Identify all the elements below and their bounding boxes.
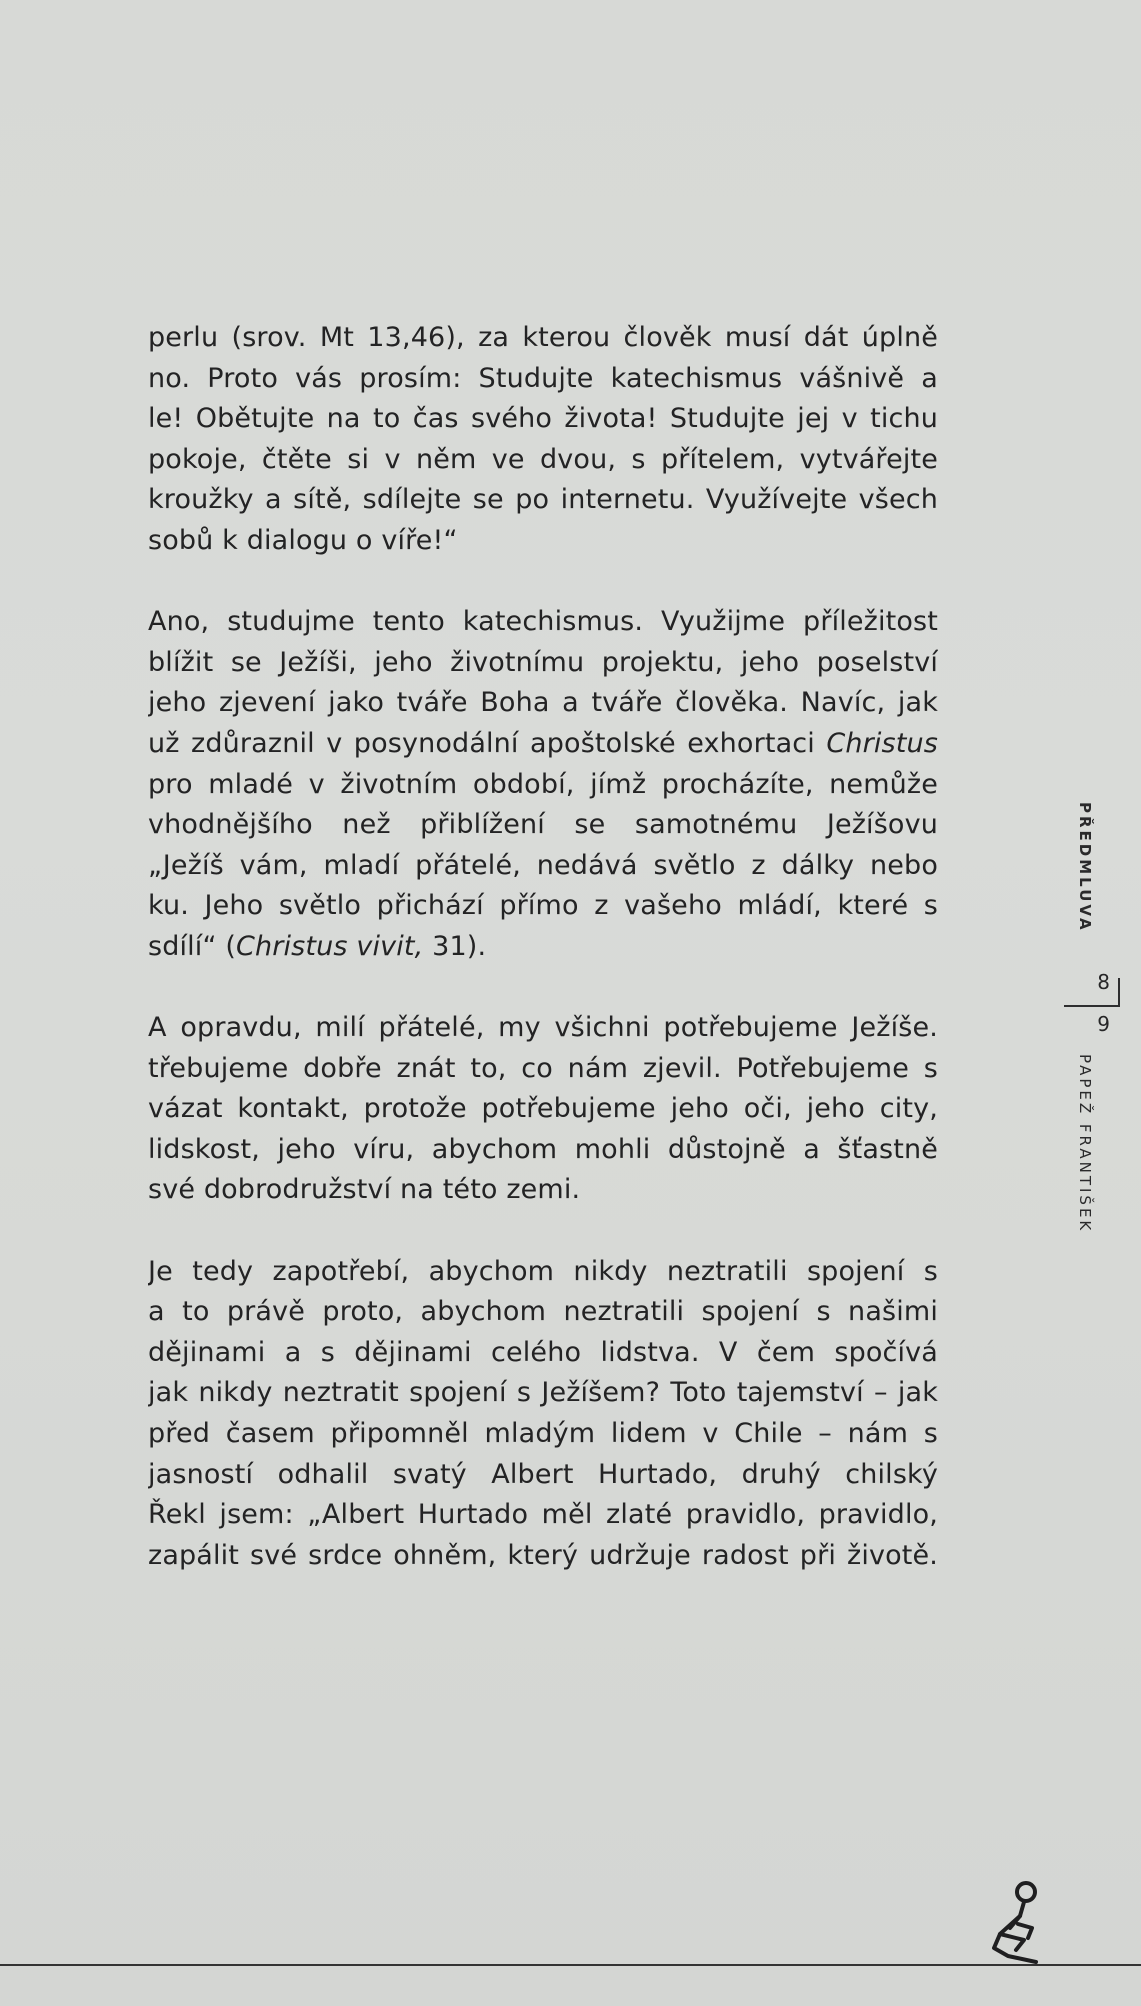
text-line: a to právě proto, abychom neztratili spojení s našimi xyxy=(148,1296,938,1328)
text-line: Řekl jsem: „Albert Hurtado měl zlaté pravidlo, pravidlo, xyxy=(148,1499,938,1531)
text-line: Ano, studujme tento katechismus. Využijme příležitost xyxy=(148,606,938,638)
paragraph-1 xyxy=(148,318,938,562)
bottom-line xyxy=(0,1964,1141,1966)
paragraph-4 xyxy=(148,1252,938,1577)
text-segment: sdílí“ ( xyxy=(148,930,237,962)
text-line: pro mladé v životním období, jímž procházíte, nemůže xyxy=(148,768,938,800)
chapter-title: PŘEDMLUVA xyxy=(1076,802,1094,933)
page-number-right: 9 xyxy=(1097,1012,1110,1036)
italic-title: Christus xyxy=(826,727,938,759)
text-line: dějinami a s dějinami celého lidstva. V čem spočívá xyxy=(148,1336,938,1368)
text-line: kroužky a sítě, sdílejte se po internetu. Využívejte všech xyxy=(148,484,938,516)
author-name: PAPEŽ FRANTIŠEK xyxy=(1076,1054,1094,1234)
text-line: sobů k dialogu o víře!“ xyxy=(148,524,458,556)
text-line: pokoje, čtěte si v něm ve dvou, s přítelem, vytvářejte xyxy=(148,443,938,475)
text-line: vhodnějšího než přiblížení se samotnému Ježíšovu xyxy=(148,809,938,841)
text-line: jeho zjevení jako tváře Boha a tváře člověka. Navíc, jak xyxy=(148,687,938,719)
text-line: blížit se Ježíši, jeho životnímu projektu, jeho poselství xyxy=(148,646,938,678)
text-line-with-italic xyxy=(148,927,938,968)
page-number-divider-horizontal xyxy=(1064,1005,1120,1007)
body-text xyxy=(148,318,938,1617)
page-number-divider-vertical xyxy=(1118,978,1120,1006)
sitting-figure-icon xyxy=(980,1878,1050,1968)
text-segment: už zdůraznil v posynodální apoštolské exhortaci xyxy=(148,727,827,759)
text-line: no. Proto vás prosím: Studujte katechismus vášnivě a xyxy=(148,362,938,394)
text-line: perlu (srov. Mt 13,46), za kterou člověk musí dát úplně xyxy=(148,322,938,353)
text-line: lidskost, jeho víru, abychom mohli důstojně a šťastně xyxy=(148,1133,938,1165)
text-line: vázat kontakt, protože potřebujeme jeho oči, jeho city, xyxy=(148,1093,938,1125)
text-line: zapálit své srdce ohněm, který udržuje radost při životě. xyxy=(148,1539,938,1571)
text-line: Je tedy zapotřebí, abychom nikdy neztratili spojení s xyxy=(148,1255,938,1287)
text-line: třebujeme dobře znát to, co nám zjevil. Potřebujeme s xyxy=(148,1052,938,1084)
text-segment: 31). xyxy=(423,930,487,962)
paragraph-2 xyxy=(148,602,938,967)
page-number-left: 8 xyxy=(1097,970,1110,994)
text-line: jak nikdy neztratit spojení s Ježíšem? Toto tajemství – jak xyxy=(148,1377,938,1409)
text-line: le! Obětujte na to čas svého života! Studujte jej v tichu xyxy=(148,403,938,435)
text-line: jasností odhalil svatý Albert Hurtado, druhý chilský xyxy=(148,1458,938,1490)
text-line: „Ježíš vám, mladí přátelé, nedává světlo z dálky nebo xyxy=(148,849,938,881)
text-line: své dobrodružství na této zemi. xyxy=(148,1174,581,1206)
text-line: ku. Jeho světlo přichází přímo z vašeho mládí, které s xyxy=(148,890,938,922)
italic-title: Christus vivit, xyxy=(236,930,424,962)
paragraph-3 xyxy=(148,1008,938,1211)
text-line-with-italic xyxy=(148,724,938,765)
running-header xyxy=(1060,800,1130,1320)
text-line: před časem připomněl mladým lidem v Chile – nám s xyxy=(148,1418,938,1450)
text-line: A opravdu, milí přátelé, my všichni potřebujeme Ježíše. xyxy=(148,1012,938,1044)
